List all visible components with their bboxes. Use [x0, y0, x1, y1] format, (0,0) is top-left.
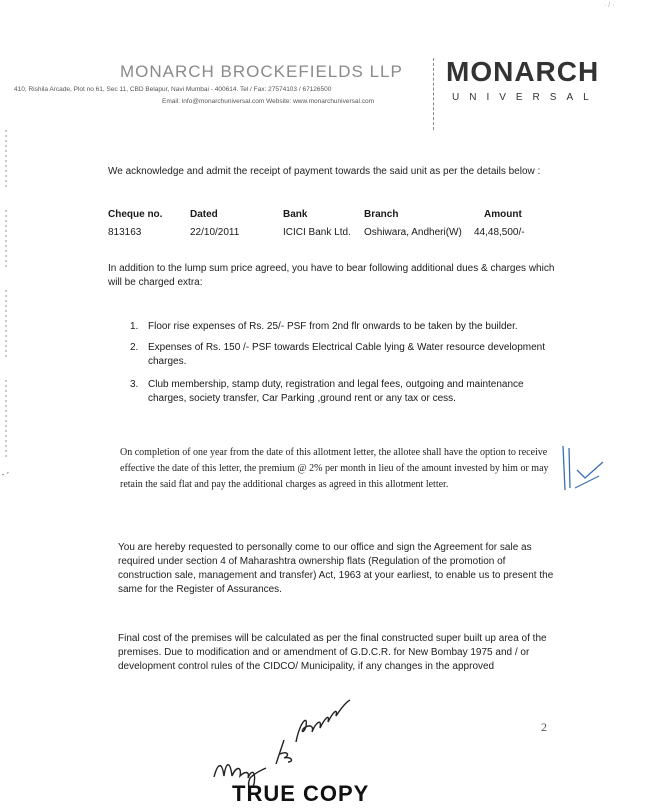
cheque-number: 813163 [108, 227, 142, 238]
option-paragraph: On completion of one year from the date of this allotment letter, the allotee shall have the option to receive effective the date of this letter, the premium @ 2% per month in lieu of the amount invested by him or may retain the said flat and pay the additional charges as agreed in this allotment letter. [120, 447, 549, 490]
table-header-bank: Bank [283, 209, 308, 220]
list-item-number: 3. [130, 379, 139, 390]
list-item-text: Floor rise expenses of Rs. 25/- PSF from 2nd flr onwards to be taken by the builder. [148, 321, 518, 332]
branch-name: Oshiwara, Andheri(W) [364, 227, 462, 238]
list-item-number: 2. [130, 342, 139, 353]
check-mark-annotation [555, 440, 625, 500]
table-header-dated: Dated [190, 209, 218, 220]
table-header-amount: Amount [484, 209, 522, 220]
page-number: 2 [541, 720, 547, 734]
list-item-text: Club membership, stamp duty, registration and legal fees, outgoing and maintenance charges, society transfer, Car Parking ,ground rent or any tax or cess. [148, 379, 524, 404]
agreement-paragraph: You are hereby requested to personally come to our office and sign the Agreement for sale as required under section 4 of Maharashtra ownership flats (Regulation of the promotion of construction sale, management and transfer) Act, 1963 at your earliest, to enable us to present the same for the Register of Assurances. [118, 542, 554, 595]
letterhead-company-name: MONARCH BROCKEFIELDS LLP [120, 62, 403, 81]
additional-charges-intro: In addition to the lump sum price agreed, you have to bear following additional dues & charges which will be charged extra: [108, 263, 555, 288]
list-item-text: Expenses of Rs. 150 /- PSF towards Electrical Cable lying & Water resource development charges. [148, 342, 546, 367]
letterhead-address: 410, Rishila Arcade, Plot no 61, Sec 11, CBD Belapur, Navi Mumbai - 400614. Tel / Fax: 27574103 / 67126500 [14, 86, 332, 93]
table-header-cheque: Cheque no. [108, 209, 163, 220]
company-logo: MONARCH [446, 56, 600, 87]
cheque-date: 22/10/2011 [190, 227, 240, 238]
acknowledgement-paragraph: We acknowledge and admit the receipt of payment towards the said unit as per the details below : [108, 166, 541, 177]
letterhead-contact: Email: info@monarchuniversal.com Website: www.monarchuniversal.com [162, 98, 375, 105]
letterhead-divider [433, 58, 435, 130]
amount-value: 44,48,500/- [474, 227, 525, 238]
company-logo-subtitle: UNIVERSAL [452, 92, 599, 103]
final-cost-paragraph: Final cost of the premises will be calculated as per the final constructed super built up area of the premises. Due to modification and or amendment of G.D.C.R. for New Bombay 1975 and / or development control rules of the CIDCO/ Municipality, if any changes in the approved [118, 633, 547, 672]
list-item-number: 1. [130, 321, 139, 332]
table-header-branch: Branch [364, 209, 399, 220]
true-copy-stamp: TRUE COPY [232, 781, 370, 806]
margin-marks [0, 130, 14, 490]
bank-name: ICICI Bank Ltd. [283, 227, 351, 238]
handwritten-signature [200, 692, 360, 792]
corner-mark: · / · [604, 2, 615, 9]
